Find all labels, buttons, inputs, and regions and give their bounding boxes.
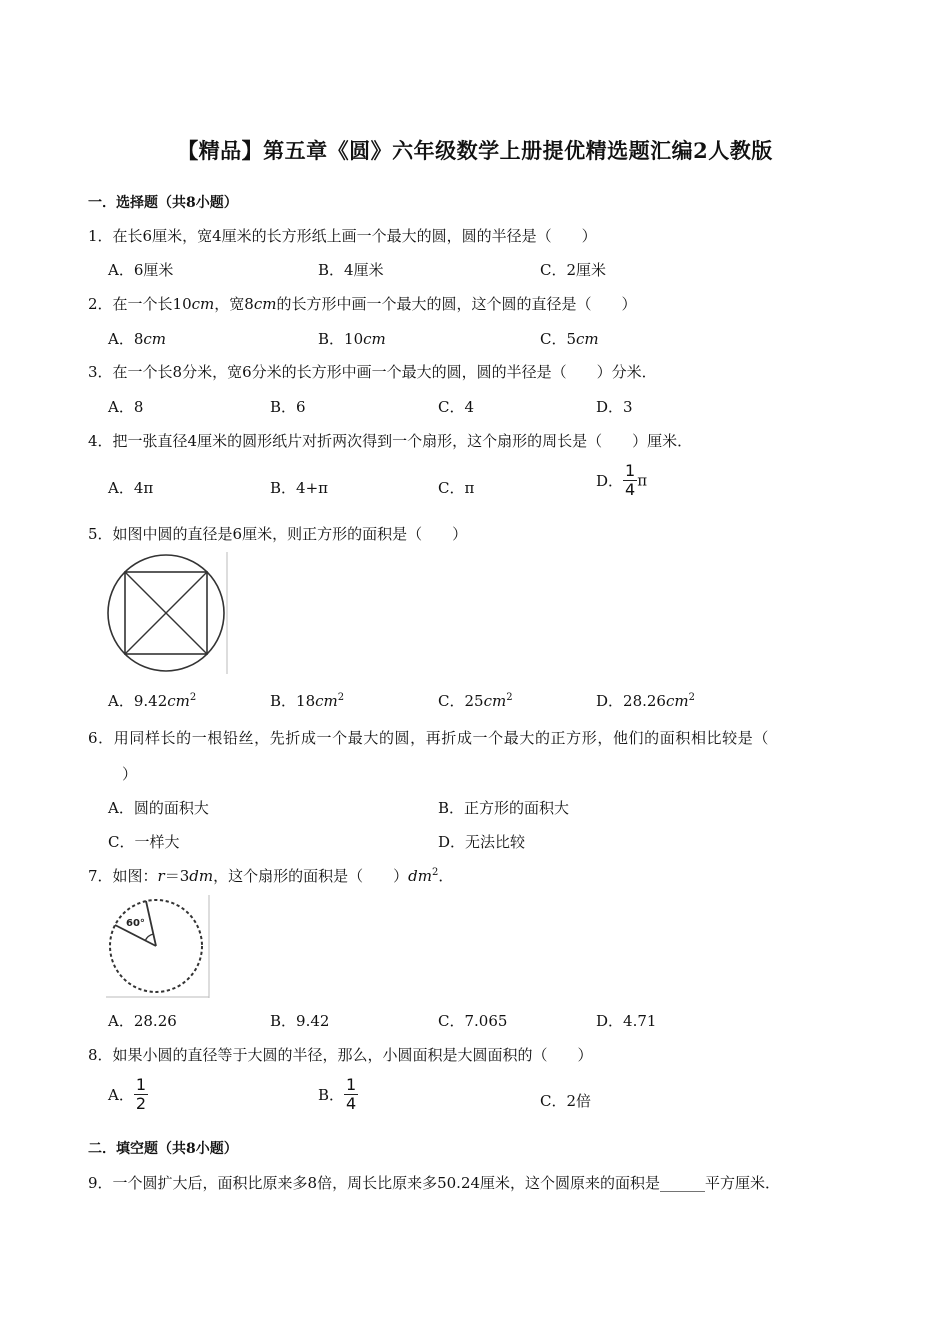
q8-option-b: B． $\frac{1}{4}$: [318, 1075, 357, 1113]
question-6-line-1: 6．用同样长的一根铅丝，先折成一个最大的圆，再折成一个最大的正方形，他们的面积相比较是（: [88, 729, 769, 747]
sector-figure: [104, 895, 212, 999]
fraction: $\frac{1}{4}$: [346, 1075, 357, 1113]
q2-option-c: C．5cm: [540, 330, 599, 348]
q2-text-part: 的长方形中画一个最大的圆，这个圆的直径是（ ）: [276, 295, 637, 313]
q2-option-b: B．10cm: [318, 330, 386, 348]
question-1: 1．在长6厘米，宽4厘米的长方形纸上画一个最大的圆，圆的半径是（ ）: [88, 227, 597, 245]
q6-option-d: D．无法比较: [438, 833, 526, 851]
circle-square-figure: [104, 552, 230, 674]
q4-option-a: A．4π: [108, 479, 154, 497]
q3-option-a: A．8: [108, 398, 144, 416]
q7-option-a: A．28.26: [108, 1012, 177, 1030]
question-2: [88, 293, 636, 314]
fraction: $\frac{1}{4}$: [625, 461, 636, 499]
q5-option-c: C．$25cm^2$: [438, 692, 513, 710]
q4-option-d: D． $\frac{1}{4}$ π: [596, 461, 648, 499]
question-5: 5．如图中圆的直径是6厘米，则正方形的面积是（ ）: [88, 525, 468, 543]
q3-option-b: B．6: [270, 398, 306, 416]
angle-label: 60°: [126, 918, 145, 929]
question-3: 3．在一个长8分米，宽6分米的长方形中画一个最大的圆，圆的半径是（ ）分米．: [88, 363, 657, 381]
q2-text-part: 2．在一个长10: [88, 295, 192, 313]
q6-option-b: B．正方形的面积大: [438, 799, 570, 817]
q5-option-d: D．$28.26cm^2$: [596, 692, 695, 710]
fraction: $\frac{1}{2}$: [135, 1075, 147, 1113]
question-4: 4．把一张直径4厘米的圆形纸片对折两次得到一个扇形，这个扇形的周长是（ ）厘米．: [88, 432, 693, 450]
q6-option-a: A．圆的面积大: [108, 799, 209, 817]
q2-text-part: ，宽8: [214, 295, 254, 313]
q5-option-b: B．$18cm^2$: [270, 692, 345, 710]
question-8: 8．如果小圆的直径等于大圆的半径，那么，小圆面积是大圆面积的（ ）: [88, 1046, 593, 1064]
q8-option-a: A． $\frac{1}{2}$: [108, 1075, 147, 1113]
q1-option-a: A．6厘米: [108, 261, 174, 279]
page-title: 【精品】第五章《圆》六年级数学上册提优精选题汇编2人教版: [177, 138, 773, 163]
section-heading-choice: 一．选择题（共8小题）: [88, 195, 238, 211]
q3-option-d: D．3: [596, 398, 633, 416]
question-6-line-2: ）: [122, 765, 138, 783]
q5-option-a: A．$9.42cm^2$: [108, 692, 197, 710]
q2-unit: cm: [191, 295, 215, 313]
q3-option-c: C．4: [438, 398, 475, 416]
q4-option-c: C．π: [438, 479, 475, 497]
q4-option-b: B．4+π: [270, 479, 328, 497]
q7-option-d: D．4.71: [596, 1012, 657, 1030]
question-7: 7．如图：r＝3dm，这个扇形的面积是（ ）$dm^2$．: [88, 867, 454, 885]
q1-option-b: B．4厘米: [318, 261, 384, 279]
q7-option-c: C．7.065: [438, 1012, 508, 1030]
q6-option-c: C．一样大: [108, 833, 180, 851]
q1-option-c: C．2厘米: [540, 261, 607, 279]
q2-option-a: A．8cm: [108, 330, 167, 348]
question-9: 9．一个圆扩大后，面积比原来多8倍，周长比原来多50.24厘米，这个圆原来的面积是______平方厘米．: [88, 1174, 781, 1192]
q7-option-b: B．9.42: [270, 1012, 330, 1030]
q2-unit: cm: [253, 295, 277, 313]
section-heading-fill-in: 二．填空题（共8小题）: [88, 1141, 238, 1157]
q8-option-c: C．2倍: [540, 1092, 592, 1110]
